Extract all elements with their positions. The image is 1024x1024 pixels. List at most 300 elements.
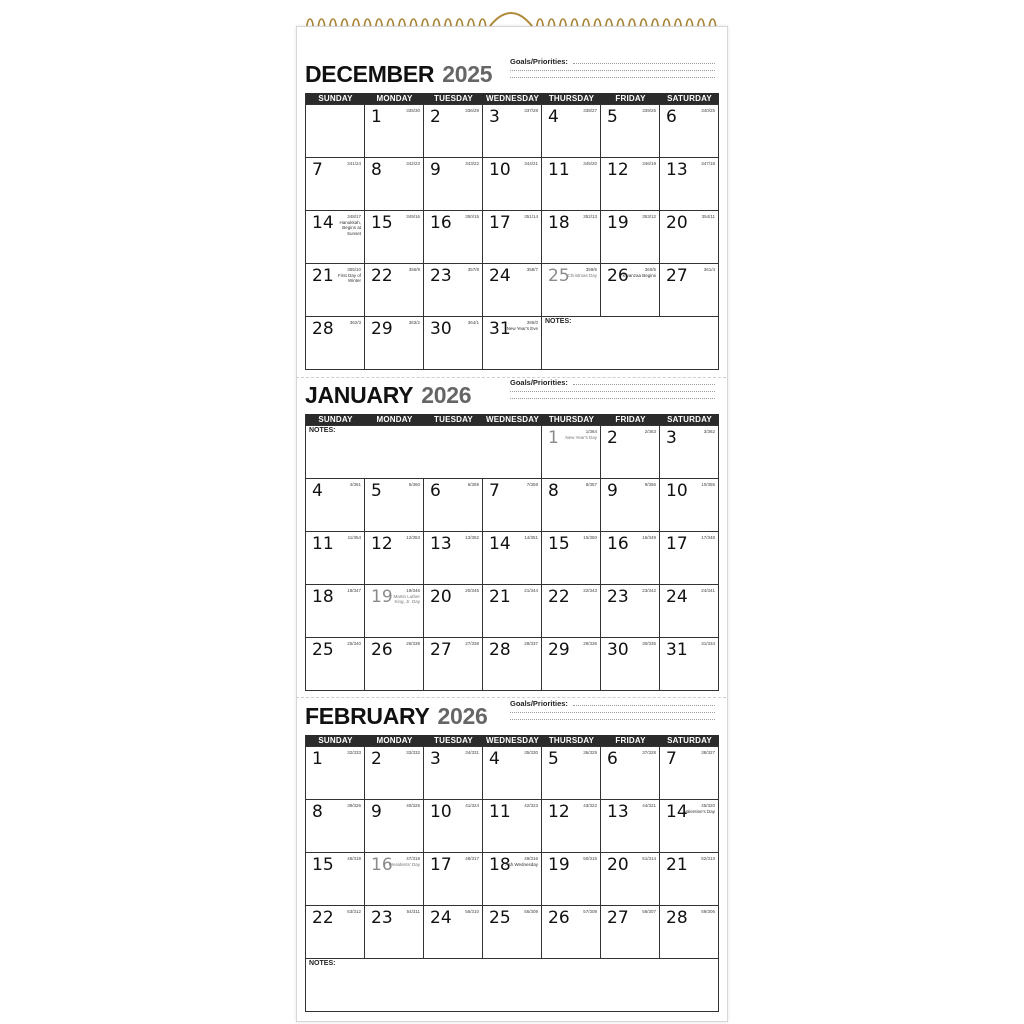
day-corner-info bbox=[507, 320, 538, 331]
day-cell[interactable] bbox=[365, 852, 424, 905]
day-cell[interactable] bbox=[424, 584, 483, 637]
perforation-line bbox=[296, 697, 726, 698]
day-cell[interactable] bbox=[365, 316, 424, 369]
weekday-header-friday: FRIDAY bbox=[601, 93, 660, 104]
day-corner-info bbox=[524, 535, 538, 541]
holiday-label: Kwanzaa Begins bbox=[622, 272, 656, 278]
day-of-year-count: 350/15 bbox=[465, 214, 479, 219]
day-corner-info bbox=[406, 803, 420, 809]
weekday-header-sunday: SUNDAY bbox=[306, 735, 365, 746]
day-of-year-count: 46/319 bbox=[347, 856, 361, 861]
day-corner-info bbox=[642, 803, 656, 809]
day-number: 4 bbox=[489, 749, 500, 769]
day-number: 26 bbox=[371, 640, 393, 660]
day-number: 25 bbox=[489, 908, 511, 928]
day-cell[interactable] bbox=[306, 210, 365, 263]
day-corner-info bbox=[465, 535, 479, 541]
day-cell[interactable] bbox=[660, 852, 719, 905]
day-cell[interactable] bbox=[483, 210, 542, 263]
day-cell[interactable] bbox=[601, 799, 660, 852]
day-corner-info bbox=[642, 161, 656, 167]
day-number: 3 bbox=[430, 749, 441, 769]
day-number: 18 bbox=[489, 855, 511, 875]
weekday-header-wednesday: WEDNESDAY bbox=[483, 93, 542, 104]
day-corner-info bbox=[465, 214, 479, 220]
day-cell[interactable] bbox=[483, 316, 542, 369]
day-cell[interactable] bbox=[660, 531, 719, 584]
day-cell[interactable] bbox=[306, 157, 365, 210]
day-of-year-count: 18/347 bbox=[347, 588, 361, 593]
day-cell[interactable] bbox=[424, 531, 483, 584]
day-number: 12 bbox=[371, 534, 393, 554]
weekday-header-saturday: SATURDAY bbox=[660, 735, 719, 746]
day-number: 12 bbox=[607, 160, 629, 180]
day-cell[interactable] bbox=[542, 210, 601, 263]
day-cell[interactable] bbox=[542, 852, 601, 905]
day-of-year-count: 351/14 bbox=[524, 214, 538, 219]
day-cell[interactable] bbox=[483, 584, 542, 637]
day-corner-info bbox=[642, 588, 656, 594]
day-cell[interactable] bbox=[542, 637, 601, 690]
holiday-label: New Year's Day bbox=[565, 434, 597, 440]
day-of-year-count: 343/22 bbox=[465, 161, 479, 166]
day-number: 26 bbox=[548, 908, 570, 928]
day-corner-info bbox=[327, 214, 361, 236]
day-cell[interactable] bbox=[542, 584, 601, 637]
day-number: 4 bbox=[548, 107, 559, 127]
day-number: 10 bbox=[430, 802, 452, 822]
day-cell[interactable] bbox=[306, 637, 365, 690]
day-number: 9 bbox=[607, 481, 618, 501]
day-cell[interactable] bbox=[601, 852, 660, 905]
day-of-year-count: 15/350 bbox=[583, 535, 597, 540]
day-of-year-count: 347/18 bbox=[701, 161, 715, 166]
day-of-year-count: 57/308 bbox=[583, 909, 597, 914]
weekday-header-monday: MONDAY bbox=[365, 93, 424, 104]
day-cell[interactable] bbox=[601, 637, 660, 690]
notes-box[interactable] bbox=[542, 316, 719, 369]
day-number: 1 bbox=[548, 428, 559, 448]
day-cell[interactable] bbox=[365, 746, 424, 799]
day-cell[interactable] bbox=[306, 531, 365, 584]
day-cell[interactable] bbox=[483, 905, 542, 958]
day-of-year-count: 56/309 bbox=[524, 909, 538, 914]
day-of-year-count: 354/11 bbox=[701, 214, 715, 219]
day-cell[interactable] bbox=[365, 263, 424, 316]
day-of-year-count: 20/345 bbox=[465, 588, 479, 593]
weekday-header-sunday: SUNDAY bbox=[306, 414, 365, 425]
goals-writing-line[interactable] bbox=[510, 70, 715, 71]
day-corner-info bbox=[465, 909, 479, 915]
day-number: 20 bbox=[430, 587, 452, 607]
day-corner-info bbox=[701, 588, 715, 594]
day-corner-info bbox=[406, 641, 420, 647]
day-corner-info bbox=[701, 750, 715, 756]
day-corner-info bbox=[524, 161, 538, 167]
holiday-label: New Year's Eve bbox=[506, 325, 538, 331]
weekday-header-tuesday: TUESDAY bbox=[424, 414, 483, 425]
day-cell[interactable] bbox=[424, 316, 483, 369]
day-corner-info bbox=[465, 856, 479, 862]
day-cell[interactable] bbox=[601, 584, 660, 637]
day-of-year-count: 41/324 bbox=[465, 803, 479, 808]
day-cell[interactable] bbox=[306, 478, 365, 531]
day-corner-info bbox=[347, 588, 361, 594]
day-corner-info bbox=[642, 641, 656, 647]
day-cell[interactable] bbox=[542, 104, 601, 157]
day-cell[interactable] bbox=[542, 478, 601, 531]
day-number: 14 bbox=[312, 213, 334, 233]
day-corner-info bbox=[642, 909, 656, 915]
day-corner-info bbox=[642, 535, 656, 541]
day-of-year-count: 11/354 bbox=[347, 535, 361, 540]
weekday-header-saturday: SATURDAY bbox=[660, 93, 719, 104]
day-cell[interactable] bbox=[542, 531, 601, 584]
goals-writing-line[interactable] bbox=[510, 391, 715, 392]
day-corner-info bbox=[701, 641, 715, 647]
day-number: 7 bbox=[666, 749, 677, 769]
day-of-year-count: 22/343 bbox=[583, 588, 597, 593]
day-corner-info bbox=[524, 108, 538, 114]
day-number: 9 bbox=[371, 802, 382, 822]
day-cell[interactable] bbox=[542, 905, 601, 958]
day-number: 21 bbox=[489, 587, 511, 607]
day-corner-info bbox=[701, 909, 715, 915]
day-cell[interactable] bbox=[365, 210, 424, 263]
day-cell[interactable] bbox=[483, 531, 542, 584]
holiday-label: Christmas Day bbox=[567, 272, 597, 278]
day-of-year-count: 358/7 bbox=[526, 267, 538, 272]
day-corner-info bbox=[505, 856, 538, 867]
day-of-year-count: 51/314 bbox=[642, 856, 656, 861]
day-cell[interactable] bbox=[601, 746, 660, 799]
day-of-year-count: 3/362 bbox=[703, 429, 715, 434]
day-number: 15 bbox=[548, 534, 570, 554]
day-cell[interactable] bbox=[660, 799, 719, 852]
day-cell[interactable] bbox=[306, 316, 365, 369]
day-corner-info bbox=[407, 909, 420, 915]
day-number: 21 bbox=[666, 855, 688, 875]
day-cell[interactable] bbox=[483, 263, 542, 316]
day-number: 13 bbox=[666, 160, 688, 180]
day-of-year-count: 37/328 bbox=[642, 750, 656, 755]
day-of-year-count: 16/349 bbox=[642, 535, 656, 540]
goals-priorities-label: Goals/Priorities: bbox=[510, 57, 568, 66]
day-corner-info bbox=[465, 641, 479, 647]
day-of-year-count: 43/322 bbox=[583, 803, 597, 808]
day-of-year-count: 345/20 bbox=[583, 161, 597, 166]
goals-priorities-label: Goals/Priorities: bbox=[510, 699, 568, 708]
day-of-year-count: 5/360 bbox=[408, 482, 420, 487]
day-of-year-count: 10/355 bbox=[701, 482, 715, 487]
day-number: 13 bbox=[607, 802, 629, 822]
day-number: 1 bbox=[312, 749, 323, 769]
month-title bbox=[305, 61, 492, 88]
day-number: 11 bbox=[489, 802, 511, 822]
notes-label: NOTES: bbox=[545, 318, 572, 325]
weekday-header-sunday: SUNDAY bbox=[306, 93, 365, 104]
day-of-year-count: 28/337 bbox=[524, 641, 538, 646]
weekday-header-monday: MONDAY bbox=[365, 735, 424, 746]
day-corner-info bbox=[524, 750, 538, 756]
day-cell[interactable] bbox=[424, 852, 483, 905]
day-corner-info bbox=[583, 108, 597, 114]
day-number: 11 bbox=[312, 534, 334, 554]
day-cell[interactable] bbox=[483, 799, 542, 852]
day-number: 28 bbox=[666, 908, 688, 928]
day-number: 8 bbox=[312, 802, 323, 822]
day-cell[interactable] bbox=[424, 104, 483, 157]
weekday-header-friday: FRIDAY bbox=[601, 735, 660, 746]
day-of-year-count: 29/336 bbox=[583, 641, 597, 646]
month-header bbox=[305, 57, 718, 93]
day-cell[interactable] bbox=[601, 104, 660, 157]
day-cell[interactable] bbox=[601, 531, 660, 584]
day-corner-info bbox=[583, 161, 597, 167]
day-cell[interactable] bbox=[365, 157, 424, 210]
goals-priorities-label: Goals/Priorities: bbox=[510, 378, 568, 387]
month-name: JANUARY bbox=[305, 382, 414, 408]
day-cell[interactable] bbox=[601, 478, 660, 531]
day-number: 3 bbox=[489, 107, 500, 127]
day-cell[interactable] bbox=[365, 905, 424, 958]
weekday-header-friday: FRIDAY bbox=[601, 414, 660, 425]
day-cell[interactable] bbox=[542, 799, 601, 852]
day-corner-info bbox=[348, 535, 361, 541]
day-number: 19 bbox=[607, 213, 629, 233]
day-corner-info bbox=[347, 750, 361, 756]
holiday-label: Presidents' Day bbox=[388, 861, 420, 867]
day-of-year-count: 359/6 bbox=[585, 267, 597, 272]
day-number: 4 bbox=[312, 481, 323, 501]
day-cell[interactable] bbox=[601, 905, 660, 958]
holiday-label: Ash Wednesday bbox=[505, 861, 538, 867]
day-cell[interactable] bbox=[660, 263, 719, 316]
day-of-year-count: 7/358 bbox=[526, 482, 538, 487]
weekday-header-wednesday: WEDNESDAY bbox=[483, 414, 542, 425]
day-corner-info bbox=[465, 161, 479, 167]
day-cell[interactable] bbox=[306, 263, 365, 316]
day-corner-info bbox=[347, 803, 361, 809]
day-cell[interactable] bbox=[660, 157, 719, 210]
day-number: 31 bbox=[666, 640, 688, 660]
day-cell[interactable] bbox=[424, 210, 483, 263]
day-corner-info bbox=[524, 803, 538, 809]
day-cell[interactable] bbox=[424, 905, 483, 958]
notes-box[interactable] bbox=[306, 958, 719, 1011]
day-corner-info bbox=[468, 482, 479, 488]
day-cell[interactable] bbox=[424, 799, 483, 852]
day-of-year-count: 31/334 bbox=[701, 641, 715, 646]
day-cell[interactable] bbox=[306, 584, 365, 637]
day-cell[interactable] bbox=[660, 210, 719, 263]
day-cell[interactable] bbox=[306, 852, 365, 905]
day-of-year-count: 14/351 bbox=[524, 535, 538, 540]
day-number: 22 bbox=[312, 908, 334, 928]
day-of-year-count: 349/16 bbox=[406, 214, 420, 219]
day-number: 16 bbox=[430, 213, 452, 233]
day-number: 16 bbox=[371, 855, 393, 875]
day-number: 16 bbox=[607, 534, 629, 554]
day-cell[interactable] bbox=[424, 746, 483, 799]
empty-day-cell[interactable] bbox=[306, 104, 365, 157]
day-cell[interactable] bbox=[601, 210, 660, 263]
day-corner-info bbox=[406, 214, 420, 220]
day-cell[interactable] bbox=[306, 746, 365, 799]
day-number: 1 bbox=[371, 107, 382, 127]
day-corner-info bbox=[642, 856, 656, 862]
day-of-year-count: 44/321 bbox=[642, 803, 656, 808]
month-year: 2026 bbox=[421, 382, 472, 408]
goals-writing-line[interactable] bbox=[510, 712, 715, 713]
day-of-year-count: 23/342 bbox=[642, 588, 656, 593]
day-of-year-count: 30/335 bbox=[642, 641, 656, 646]
day-corner-info bbox=[347, 641, 361, 647]
day-corner-info bbox=[702, 214, 715, 220]
day-cell[interactable] bbox=[483, 104, 542, 157]
day-of-year-count: 348/17 bbox=[347, 214, 361, 219]
day-cell[interactable] bbox=[660, 637, 719, 690]
day-number: 17 bbox=[489, 213, 511, 233]
day-of-year-count: 9/356 bbox=[644, 482, 656, 487]
day-cell[interactable] bbox=[365, 478, 424, 531]
day-cell[interactable] bbox=[365, 104, 424, 157]
day-cell[interactable] bbox=[306, 905, 365, 958]
day-cell[interactable] bbox=[424, 478, 483, 531]
day-corner-info bbox=[586, 482, 597, 488]
day-number: 22 bbox=[371, 266, 393, 286]
month-header bbox=[305, 699, 718, 735]
day-corner-info bbox=[583, 588, 597, 594]
day-of-year-count: 8/357 bbox=[585, 482, 597, 487]
day-number: 28 bbox=[312, 319, 334, 339]
day-of-year-count: 365/0 bbox=[526, 320, 538, 325]
day-corner-info bbox=[406, 161, 420, 167]
day-corner-info bbox=[701, 108, 715, 114]
day-number: 23 bbox=[430, 266, 452, 286]
day-corner-info bbox=[524, 214, 538, 220]
day-number: 6 bbox=[607, 749, 618, 769]
day-of-year-count: 337/28 bbox=[524, 108, 538, 113]
day-cell[interactable] bbox=[542, 425, 601, 478]
day-cell[interactable] bbox=[365, 799, 424, 852]
day-corner-info bbox=[409, 267, 420, 273]
day-cell[interactable] bbox=[306, 799, 365, 852]
day-cell[interactable] bbox=[542, 157, 601, 210]
day-number: 15 bbox=[312, 855, 334, 875]
day-cell[interactable] bbox=[542, 746, 601, 799]
day-of-year-count: 339/26 bbox=[642, 108, 656, 113]
goals-writing-line[interactable] bbox=[573, 384, 715, 385]
day-cell[interactable] bbox=[483, 852, 542, 905]
day-cell[interactable] bbox=[483, 157, 542, 210]
day-corner-info bbox=[350, 482, 361, 488]
day-cell[interactable] bbox=[601, 425, 660, 478]
day-number: 6 bbox=[430, 481, 441, 501]
day-corner-info bbox=[527, 267, 538, 273]
day-corner-info bbox=[465, 803, 479, 809]
day-number: 12 bbox=[548, 802, 570, 822]
day-number: 14 bbox=[666, 802, 688, 822]
day-number: 24 bbox=[666, 587, 688, 607]
day-cell[interactable] bbox=[601, 263, 660, 316]
day-cell[interactable] bbox=[365, 531, 424, 584]
notes-label: NOTES: bbox=[309, 960, 336, 967]
day-of-year-count: 58/307 bbox=[642, 909, 656, 914]
day-of-year-count: 344/21 bbox=[524, 161, 538, 166]
holiday-label: Valentine's Day bbox=[684, 808, 715, 814]
day-cell[interactable] bbox=[424, 637, 483, 690]
day-corner-info bbox=[406, 750, 420, 756]
month-year: 2026 bbox=[437, 703, 488, 729]
day-corner-info bbox=[347, 909, 361, 915]
weekday-header-thursday: THURSDAY bbox=[542, 414, 601, 425]
day-of-year-count: 338/27 bbox=[583, 108, 597, 113]
day-of-year-count: 4/361 bbox=[349, 482, 361, 487]
day-of-year-count: 34/331 bbox=[465, 750, 479, 755]
goals-writing-line[interactable] bbox=[573, 63, 715, 64]
hanger-hook bbox=[490, 13, 532, 26]
day-number: 21 bbox=[312, 266, 334, 286]
goals-writing-line[interactable] bbox=[573, 705, 715, 706]
day-cell[interactable] bbox=[483, 478, 542, 531]
weekday-header-wednesday: WEDNESDAY bbox=[483, 735, 542, 746]
day-cell[interactable] bbox=[483, 746, 542, 799]
day-of-year-count: 54/311 bbox=[406, 909, 420, 914]
weekday-header-monday: MONDAY bbox=[365, 414, 424, 425]
day-of-year-count: 27/338 bbox=[465, 641, 479, 646]
day-number: 6 bbox=[666, 107, 677, 127]
day-of-year-count: 52/313 bbox=[701, 856, 715, 861]
day-of-year-count: 19/346 bbox=[406, 588, 420, 593]
day-cell[interactable] bbox=[660, 478, 719, 531]
weekday-header-thursday: THURSDAY bbox=[542, 735, 601, 746]
day-corner-info bbox=[642, 108, 656, 114]
weekday-header-thursday: THURSDAY bbox=[542, 93, 601, 104]
day-cell[interactable] bbox=[660, 905, 719, 958]
day-of-year-count: 356/9 bbox=[408, 267, 420, 272]
day-cell[interactable] bbox=[424, 157, 483, 210]
day-corner-info bbox=[386, 588, 420, 605]
day-corner-info bbox=[642, 750, 656, 756]
day-cell[interactable] bbox=[660, 104, 719, 157]
day-of-year-count: 35/330 bbox=[524, 750, 538, 755]
goals-writing-line[interactable] bbox=[510, 398, 715, 399]
day-corner-info bbox=[524, 588, 538, 594]
day-number: 26 bbox=[607, 266, 629, 286]
weekday-header-tuesday: TUESDAY bbox=[424, 735, 483, 746]
day-of-year-count: 25/340 bbox=[347, 641, 361, 646]
day-corner-info bbox=[622, 267, 656, 278]
day-corner-info bbox=[701, 482, 715, 488]
month-grid bbox=[305, 93, 719, 370]
day-cell[interactable] bbox=[660, 746, 719, 799]
day-cell[interactable] bbox=[483, 637, 542, 690]
goals-writing-line[interactable] bbox=[510, 719, 715, 720]
goals-writing-line[interactable] bbox=[510, 77, 715, 78]
day-corner-info bbox=[409, 320, 420, 326]
day-cell[interactable] bbox=[365, 584, 424, 637]
day-cell[interactable] bbox=[542, 263, 601, 316]
day-cell[interactable] bbox=[660, 584, 719, 637]
day-cell[interactable] bbox=[365, 637, 424, 690]
day-cell[interactable] bbox=[424, 263, 483, 316]
day-cell[interactable] bbox=[660, 425, 719, 478]
day-of-year-count: 335/30 bbox=[406, 108, 420, 113]
holiday-label: Hanukkah, Begins at Sunset bbox=[339, 219, 361, 236]
notes-box[interactable] bbox=[306, 425, 542, 478]
day-cell[interactable] bbox=[601, 157, 660, 210]
